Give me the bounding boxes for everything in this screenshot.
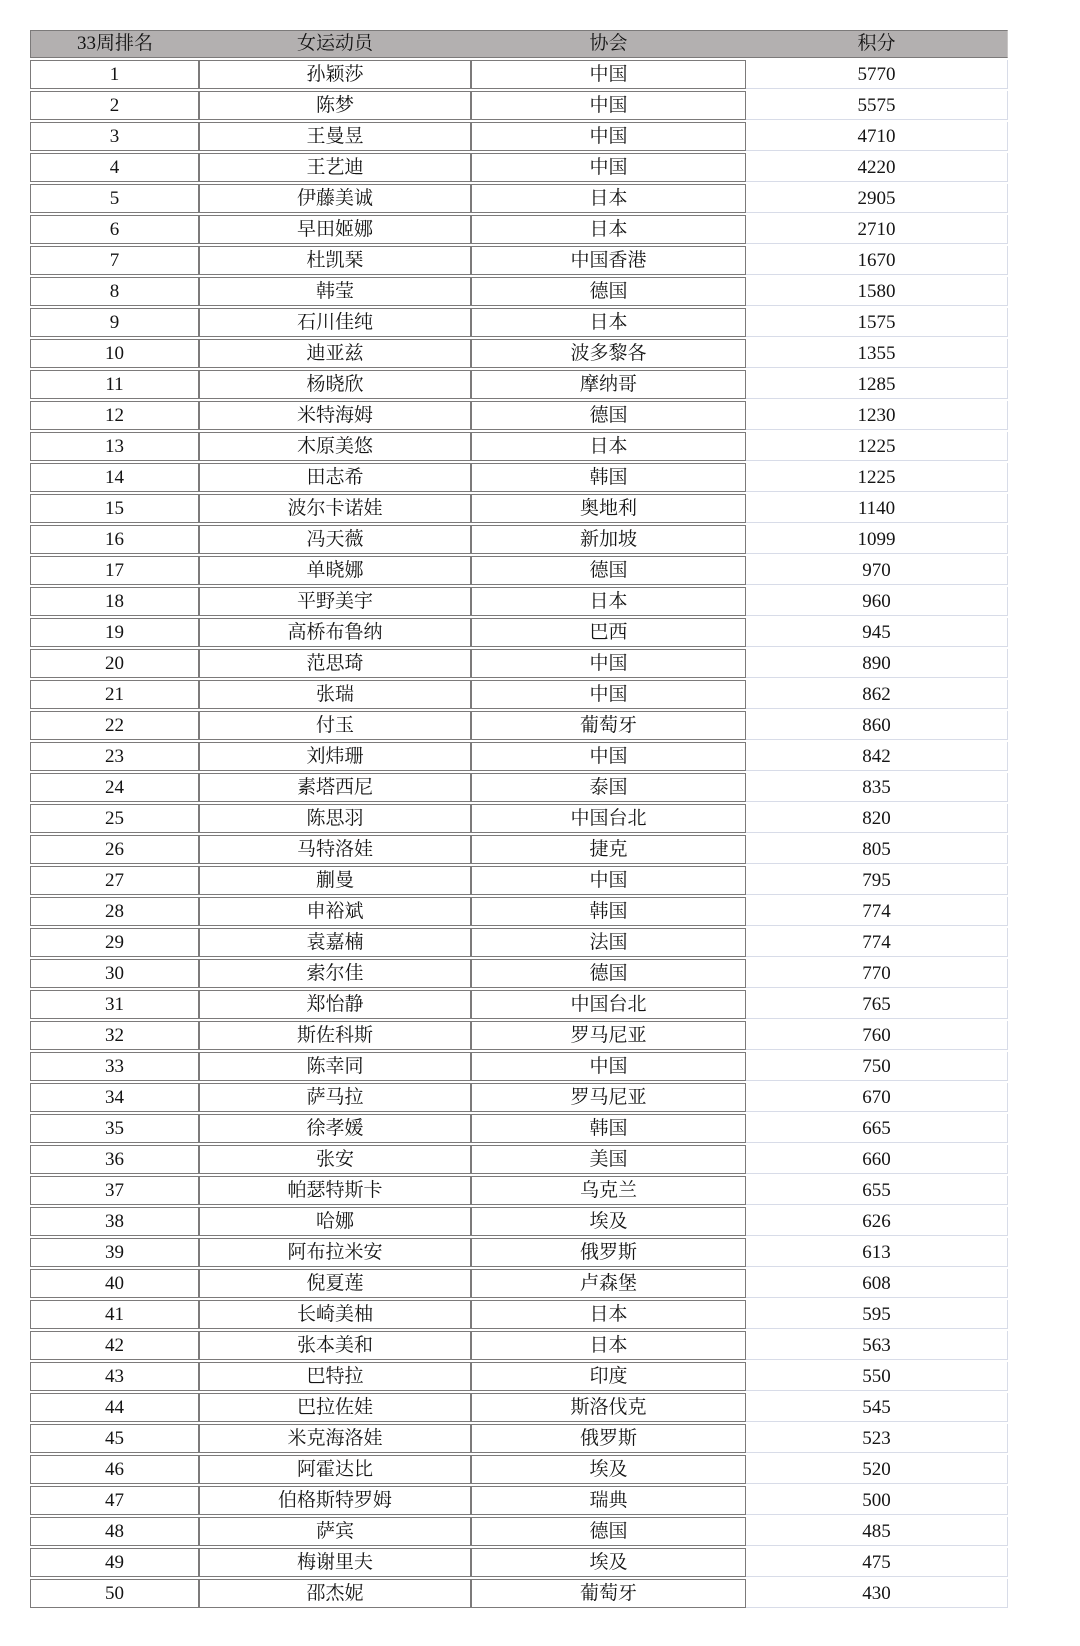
rank-cell: 6	[30, 215, 199, 244]
player-cell: 早田姬娜	[199, 215, 471, 244]
table-row	[30, 1269, 1008, 1298]
player-cell: 张本美和	[199, 1331, 471, 1360]
table-row	[30, 1517, 1008, 1546]
table-row	[30, 1207, 1008, 1236]
rank-cell: 34	[30, 1083, 199, 1112]
player-cell: 萨宾	[199, 1517, 471, 1546]
points-cell: 1670	[746, 246, 1008, 275]
rank-cell: 5	[30, 184, 199, 213]
points-cell: 595	[746, 1300, 1008, 1329]
rank-cell: 19	[30, 618, 199, 647]
table-row	[30, 649, 1008, 678]
table-row	[30, 494, 1008, 523]
association-cell: 中国	[471, 649, 746, 678]
association-cell: 巴西	[471, 618, 746, 647]
rank-cell: 27	[30, 866, 199, 895]
points-cell: 475	[746, 1548, 1008, 1577]
association-cell: 日本	[471, 215, 746, 244]
points-cell: 835	[746, 773, 1008, 802]
player-cell: 马特洛娃	[199, 835, 471, 864]
rank-cell: 25	[30, 804, 199, 833]
table-row	[30, 277, 1008, 306]
rank-cell: 37	[30, 1176, 199, 1205]
points-cell: 5770	[746, 60, 1008, 89]
table-row	[30, 711, 1008, 740]
rank-cell: 10	[30, 339, 199, 368]
points-cell: 660	[746, 1145, 1008, 1174]
table-row	[30, 1424, 1008, 1453]
points-cell: 1099	[746, 525, 1008, 554]
association-cell: 中国台北	[471, 990, 746, 1019]
player-cell: 波尔卡诺娃	[199, 494, 471, 523]
player-cell: 孙颖莎	[199, 60, 471, 89]
table-row	[30, 556, 1008, 585]
player-cell: 陈梦	[199, 91, 471, 120]
points-cell: 945	[746, 618, 1008, 647]
points-cell: 1575	[746, 308, 1008, 337]
association-cell: 韩国	[471, 1114, 746, 1143]
player-cell: 张安	[199, 1145, 471, 1174]
association-cell: 法国	[471, 928, 746, 957]
rank-cell: 13	[30, 432, 199, 461]
player-cell: 石川佳纯	[199, 308, 471, 337]
rank-cell: 50	[30, 1579, 199, 1608]
table-row	[30, 1362, 1008, 1391]
points-cell: 890	[746, 649, 1008, 678]
rank-cell: 14	[30, 463, 199, 492]
rank-cell: 38	[30, 1207, 199, 1236]
association-cell: 摩纳哥	[471, 370, 746, 399]
association-cell: 德国	[471, 277, 746, 306]
points-cell: 970	[746, 556, 1008, 585]
association-cell: 日本	[471, 587, 746, 616]
player-cell: 哈娜	[199, 1207, 471, 1236]
association-cell: 日本	[471, 1331, 746, 1360]
table-header-row	[30, 30, 1008, 58]
player-cell: 巴拉佐娃	[199, 1393, 471, 1422]
table-row	[30, 432, 1008, 461]
rank-cell: 4	[30, 153, 199, 182]
association-cell: 中国	[471, 1052, 746, 1081]
table-row	[30, 835, 1008, 864]
rank-cell: 36	[30, 1145, 199, 1174]
rank-cell: 3	[30, 122, 199, 151]
player-cell: 梅谢里夫	[199, 1548, 471, 1577]
player-cell: 付玉	[199, 711, 471, 740]
association-cell: 埃及	[471, 1548, 746, 1577]
points-cell: 770	[746, 959, 1008, 988]
rank-cell: 23	[30, 742, 199, 771]
rank-cell: 17	[30, 556, 199, 585]
association-cell: 卢森堡	[471, 1269, 746, 1298]
association-cell: 印度	[471, 1362, 746, 1391]
player-cell: 申裕斌	[199, 897, 471, 926]
points-cell: 655	[746, 1176, 1008, 1205]
rank-cell: 35	[30, 1114, 199, 1143]
player-cell: 高桥布鲁纳	[199, 618, 471, 647]
rank-cell: 18	[30, 587, 199, 616]
table-row	[30, 122, 1008, 151]
player-cell: 韩莹	[199, 277, 471, 306]
association-cell: 葡萄牙	[471, 1579, 746, 1608]
rank-cell: 40	[30, 1269, 199, 1298]
association-cell: 日本	[471, 184, 746, 213]
table-row	[30, 401, 1008, 430]
points-cell: 550	[746, 1362, 1008, 1391]
table-row	[30, 587, 1008, 616]
points-cell: 485	[746, 1517, 1008, 1546]
rank-cell: 8	[30, 277, 199, 306]
table-row	[30, 1548, 1008, 1577]
rank-cell: 22	[30, 711, 199, 740]
association-cell: 日本	[471, 432, 746, 461]
association-cell: 德国	[471, 556, 746, 585]
points-cell: 2710	[746, 215, 1008, 244]
points-cell: 500	[746, 1486, 1008, 1515]
association-cell: 德国	[471, 401, 746, 430]
points-cell: 670	[746, 1083, 1008, 1112]
rank-cell: 45	[30, 1424, 199, 1453]
table-row	[30, 153, 1008, 182]
association-cell: 中国	[471, 680, 746, 709]
points-cell: 626	[746, 1207, 1008, 1236]
rank-cell: 21	[30, 680, 199, 709]
association-cell: 中国	[471, 60, 746, 89]
points-cell: 760	[746, 1021, 1008, 1050]
points-cell: 608	[746, 1269, 1008, 1298]
association-cell: 俄罗斯	[471, 1238, 746, 1267]
player-cell: 索尔佳	[199, 959, 471, 988]
points-cell: 1355	[746, 339, 1008, 368]
player-cell: 徐孝媛	[199, 1114, 471, 1143]
player-cell: 郑怡静	[199, 990, 471, 1019]
player-cell: 长崎美柚	[199, 1300, 471, 1329]
rank-cell: 26	[30, 835, 199, 864]
points-cell: 665	[746, 1114, 1008, 1143]
rank-cell: 42	[30, 1331, 199, 1360]
points-cell: 1580	[746, 277, 1008, 306]
points-cell: 5575	[746, 91, 1008, 120]
table-row	[30, 1393, 1008, 1422]
rank-cell: 2	[30, 91, 199, 120]
points-cell: 805	[746, 835, 1008, 864]
table-row	[30, 1300, 1008, 1329]
points-cell: 523	[746, 1424, 1008, 1453]
table-row	[30, 990, 1008, 1019]
association-cell: 美国	[471, 1145, 746, 1174]
player-cell: 迪亚兹	[199, 339, 471, 368]
player-cell: 斯佐科斯	[199, 1021, 471, 1050]
association-cell: 斯洛伐克	[471, 1393, 746, 1422]
points-cell: 4710	[746, 122, 1008, 151]
association-cell: 中国台北	[471, 804, 746, 833]
player-cell: 杜凯琹	[199, 246, 471, 275]
association-cell: 中国	[471, 122, 746, 151]
association-cell: 中国	[471, 91, 746, 120]
points-cell: 862	[746, 680, 1008, 709]
table-row	[30, 1238, 1008, 1267]
points-cell: 430	[746, 1579, 1008, 1608]
points-cell: 1225	[746, 432, 1008, 461]
rank-cell: 48	[30, 1517, 199, 1546]
points-cell: 1225	[746, 463, 1008, 492]
header-points: 积分	[746, 30, 1008, 58]
rank-cell: 31	[30, 990, 199, 1019]
table-row	[30, 215, 1008, 244]
table-row	[30, 959, 1008, 988]
association-cell: 日本	[471, 308, 746, 337]
association-cell: 中国	[471, 153, 746, 182]
player-cell: 阿霍达比	[199, 1455, 471, 1484]
table-row	[30, 1176, 1008, 1205]
table-row	[30, 804, 1008, 833]
association-cell: 埃及	[471, 1207, 746, 1236]
rank-cell: 29	[30, 928, 199, 957]
association-cell: 德国	[471, 959, 746, 988]
player-cell: 袁嘉楠	[199, 928, 471, 957]
table-row	[30, 308, 1008, 337]
table-body	[30, 60, 1008, 1608]
player-cell: 杨晓欣	[199, 370, 471, 399]
player-cell: 蒯曼	[199, 866, 471, 895]
association-cell: 罗马尼亚	[471, 1021, 746, 1050]
points-cell: 774	[746, 897, 1008, 926]
association-cell: 奥地利	[471, 494, 746, 523]
points-cell: 820	[746, 804, 1008, 833]
ranking-table-container	[30, 28, 1008, 1610]
points-cell: 795	[746, 866, 1008, 895]
player-cell: 邵杰妮	[199, 1579, 471, 1608]
table-row	[30, 897, 1008, 926]
rank-cell: 30	[30, 959, 199, 988]
header-player: 女运动员	[199, 30, 471, 58]
player-cell: 巴特拉	[199, 1362, 471, 1391]
points-cell: 842	[746, 742, 1008, 771]
points-cell: 520	[746, 1455, 1008, 1484]
rank-cell: 7	[30, 246, 199, 275]
rank-cell: 1	[30, 60, 199, 89]
player-cell: 陈幸同	[199, 1052, 471, 1081]
table-row	[30, 1021, 1008, 1050]
rank-cell: 20	[30, 649, 199, 678]
points-cell: 1285	[746, 370, 1008, 399]
association-cell: 波多黎各	[471, 339, 746, 368]
points-cell: 1140	[746, 494, 1008, 523]
association-cell: 埃及	[471, 1455, 746, 1484]
rank-cell: 41	[30, 1300, 199, 1329]
association-cell: 泰国	[471, 773, 746, 802]
rank-cell: 46	[30, 1455, 199, 1484]
table-header	[30, 30, 1008, 58]
points-cell: 2905	[746, 184, 1008, 213]
table-row	[30, 184, 1008, 213]
table-row	[30, 742, 1008, 771]
ranking-table	[30, 28, 1008, 1610]
player-cell: 木原美悠	[199, 432, 471, 461]
association-cell: 日本	[471, 1300, 746, 1329]
header-rank: 33周排名	[30, 30, 199, 58]
table-row	[30, 1331, 1008, 1360]
table-row	[30, 1052, 1008, 1081]
rank-cell: 43	[30, 1362, 199, 1391]
points-cell: 774	[746, 928, 1008, 957]
points-cell: 563	[746, 1331, 1008, 1360]
rank-cell: 33	[30, 1052, 199, 1081]
table-row	[30, 339, 1008, 368]
player-cell: 范思琦	[199, 649, 471, 678]
association-cell: 韩国	[471, 897, 746, 926]
rank-cell: 24	[30, 773, 199, 802]
rank-cell: 16	[30, 525, 199, 554]
rank-cell: 12	[30, 401, 199, 430]
table-row	[30, 370, 1008, 399]
rank-cell: 32	[30, 1021, 199, 1050]
player-cell: 田志希	[199, 463, 471, 492]
player-cell: 伯格斯特罗姆	[199, 1486, 471, 1515]
points-cell: 613	[746, 1238, 1008, 1267]
table-row	[30, 1579, 1008, 1608]
rank-cell: 9	[30, 308, 199, 337]
association-cell: 捷克	[471, 835, 746, 864]
rank-cell: 15	[30, 494, 199, 523]
table-row	[30, 525, 1008, 554]
association-cell: 瑞典	[471, 1486, 746, 1515]
points-cell: 960	[746, 587, 1008, 616]
table-row	[30, 246, 1008, 275]
association-cell: 韩国	[471, 463, 746, 492]
rank-cell: 28	[30, 897, 199, 926]
association-cell: 乌克兰	[471, 1176, 746, 1205]
association-cell: 俄罗斯	[471, 1424, 746, 1453]
table-row	[30, 463, 1008, 492]
points-cell: 1230	[746, 401, 1008, 430]
table-row	[30, 1455, 1008, 1484]
rank-cell: 11	[30, 370, 199, 399]
association-cell: 葡萄牙	[471, 711, 746, 740]
player-cell: 帕瑟特斯卡	[199, 1176, 471, 1205]
player-cell: 张瑞	[199, 680, 471, 709]
rank-cell: 39	[30, 1238, 199, 1267]
table-row	[30, 60, 1008, 89]
association-cell: 中国	[471, 866, 746, 895]
table-row	[30, 928, 1008, 957]
player-cell: 伊藤美诚	[199, 184, 471, 213]
player-cell: 王曼昱	[199, 122, 471, 151]
table-row	[30, 1486, 1008, 1515]
points-cell: 750	[746, 1052, 1008, 1081]
player-cell: 萨马拉	[199, 1083, 471, 1112]
association-cell: 德国	[471, 1517, 746, 1546]
player-cell: 冯天薇	[199, 525, 471, 554]
association-cell: 新加坡	[471, 525, 746, 554]
player-cell: 刘炜珊	[199, 742, 471, 771]
table-row	[30, 1145, 1008, 1174]
player-cell: 素塔西尼	[199, 773, 471, 802]
player-cell: 米特海姆	[199, 401, 471, 430]
player-cell: 平野美宇	[199, 587, 471, 616]
rank-cell: 44	[30, 1393, 199, 1422]
points-cell: 4220	[746, 153, 1008, 182]
table-row	[30, 1083, 1008, 1112]
table-row	[30, 773, 1008, 802]
rank-cell: 49	[30, 1548, 199, 1577]
player-cell: 单晓娜	[199, 556, 471, 585]
association-cell: 罗马尼亚	[471, 1083, 746, 1112]
association-cell: 中国	[471, 742, 746, 771]
table-row	[30, 1114, 1008, 1143]
player-cell: 陈思羽	[199, 804, 471, 833]
table-row	[30, 680, 1008, 709]
player-cell: 王艺迪	[199, 153, 471, 182]
points-cell: 545	[746, 1393, 1008, 1422]
association-cell: 中国香港	[471, 246, 746, 275]
player-cell: 倪夏莲	[199, 1269, 471, 1298]
player-cell: 阿布拉米安	[199, 1238, 471, 1267]
rank-cell: 47	[30, 1486, 199, 1515]
header-association: 协会	[471, 30, 746, 58]
table-row	[30, 91, 1008, 120]
points-cell: 765	[746, 990, 1008, 1019]
points-cell: 860	[746, 711, 1008, 740]
table-row	[30, 618, 1008, 647]
table-row	[30, 866, 1008, 895]
player-cell: 米克海洛娃	[199, 1424, 471, 1453]
